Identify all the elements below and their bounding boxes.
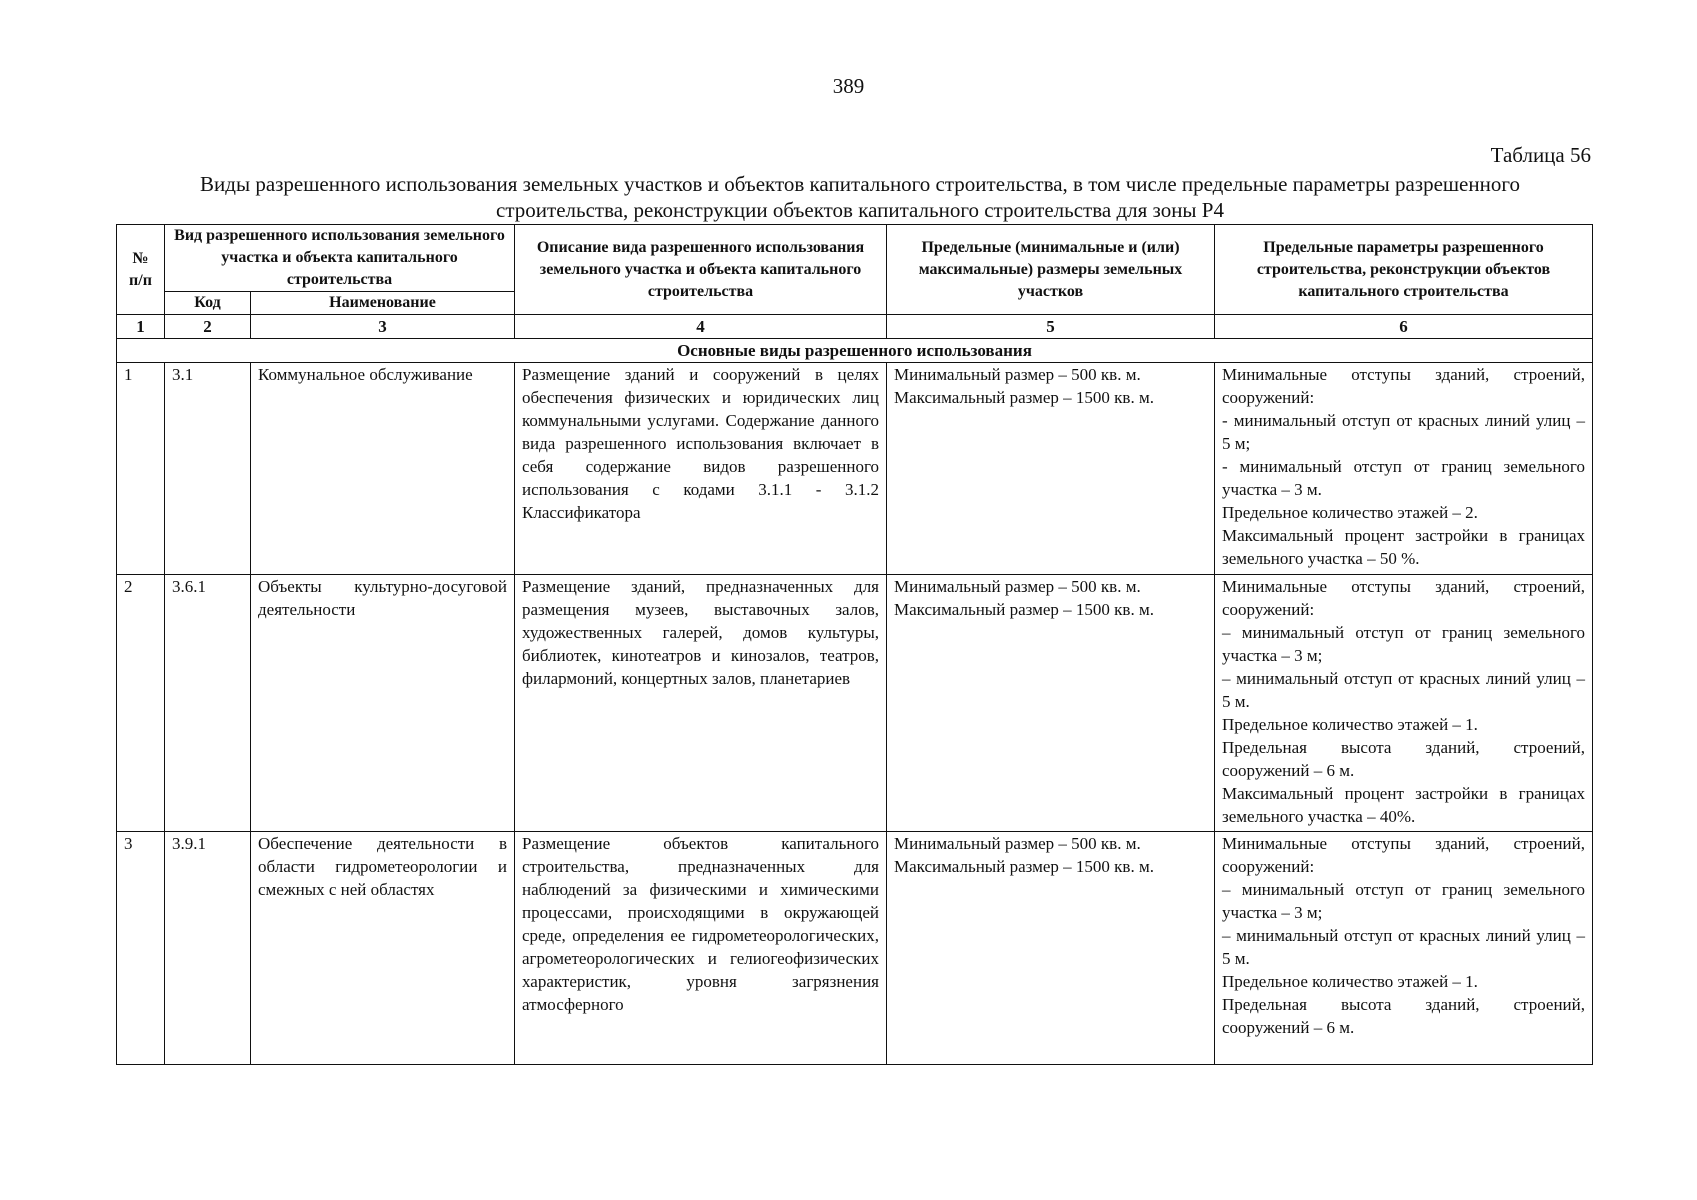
table-row [117, 832, 1593, 1065]
size-line: Максимальный размер – 1500 кв. м. [894, 857, 1154, 876]
header-code: Код [165, 292, 251, 315]
header-description: Описание вида разрешенного использования земельного участка и объекта капитального строительства [515, 225, 887, 315]
size-line: Минимальный размер – 500 кв. м. [894, 365, 1141, 384]
row-sizes [887, 575, 1215, 832]
param-line: – минимальный отступ от границ земельного участка – 3 м; [1222, 623, 1585, 665]
zoning-table [116, 224, 1593, 1065]
param-line: Предельная высота зданий, строений, сооружений – 6 м. [1222, 995, 1585, 1037]
row-num: 3 [117, 832, 165, 1065]
table-row [117, 363, 1593, 575]
param-line: – минимальный отступ от красных линий улиц – 5 м. [1222, 926, 1585, 968]
param-line: Максимальный процент застройки в границах земельного участка – 40%. [1222, 784, 1585, 826]
param-line: Предельное количество этажей – 2. [1222, 503, 1478, 522]
page-number: 389 [832, 74, 865, 98]
header-name: Наименование [251, 292, 515, 315]
row-code: 3.9.1 [165, 832, 251, 1065]
param-line: Максимальный процент застройки в границах земельного участка – 50 %. [1222, 526, 1585, 568]
row-sizes [887, 832, 1215, 1065]
param-line: Минимальные отступы зданий, строений, сооружений: [1222, 577, 1585, 619]
row-description: Размещение зданий и сооружений в целях обеспечения физических и юридических лиц коммунальными услугами. Содержание данного вида разрешенного использования включает в себя содержание видов разрешенного использования с кодами 3.1.1 - 3.1.2 Классификатора [515, 363, 887, 575]
size-line: Минимальный размер – 500 кв. м. [894, 577, 1141, 596]
header-sizes: Предельные (минимальные и (или) максимальные) размеры земельных участков [887, 225, 1215, 315]
row-num: 2 [117, 575, 165, 832]
row-params [1215, 832, 1593, 1065]
param-line: – минимальный отступ от границ земельного участка – 3 м; [1222, 880, 1585, 922]
param-line: Минимальные отступы зданий, строений, сооружений: [1222, 365, 1585, 407]
size-line: Максимальный размер – 1500 кв. м. [894, 388, 1154, 407]
param-line: Предельное количество этажей – 1. [1222, 972, 1478, 991]
column-number: 2 [165, 315, 251, 339]
param-line: Минимальные отступы зданий, строений, сооружений: [1222, 834, 1585, 876]
header-row [117, 225, 1593, 292]
param-line: Предельное количество этажей – 1. [1222, 715, 1478, 734]
param-line: – минимальный отступ от красных линий улиц – 5 м. [1222, 669, 1585, 711]
document-title: Виды разрешенного использования земельных участков и объектов капитального строительства, в том числе предельные параметры разрешенного строительства, реконструкции объектов капитального строительства для зоны Р4 [200, 172, 1520, 222]
param-line: - минимальный отступ от красных линий улиц – 5 м; [1222, 411, 1585, 453]
table-label: Таблица 56 [1490, 143, 1591, 167]
column-number: 3 [251, 315, 515, 339]
row-name: Обеспечение деятельности в области гидрометеорологии и смежных с ней областях [251, 832, 515, 1065]
column-numbers-row [117, 315, 1593, 339]
row-description: Размещение объектов капитального строительства, предназначенных для наблюдений за физическими и химическими процессами, происходящими в окружающей среде, определения ее гидрометеорологических, агрометеорологических и гелиогеофизических характеристик, уровня загрязнения атмосферного [515, 832, 887, 1065]
column-number: 5 [887, 315, 1215, 339]
column-number: 4 [515, 315, 887, 339]
row-params [1215, 575, 1593, 832]
row-sizes [887, 363, 1215, 575]
header-params: Предельные параметры разрешенного строительства, реконструкции объектов капитального строительства [1215, 225, 1593, 315]
size-line: Максимальный размер – 1500 кв. м. [894, 600, 1154, 619]
row-code: 3.6.1 [165, 575, 251, 832]
section-row [117, 339, 1593, 363]
row-code: 3.1 [165, 363, 251, 575]
row-params [1215, 363, 1593, 575]
column-number: 1 [117, 315, 165, 339]
row-description: Размещение зданий, предназначенных для размещения музеев, выставочных залов, художественных галерей, домов культуры, библиотек, кинотеатров и кинозалов, театров, филармоний, концертных залов, планетариев [515, 575, 887, 832]
param-line: Предельная высота зданий, строений, сооружений – 6 м. [1222, 738, 1585, 780]
row-name: Коммунальное обслуживание [251, 363, 515, 575]
size-line: Минимальный размер – 500 кв. м. [894, 834, 1141, 853]
column-number: 6 [1215, 315, 1593, 339]
header-num: № п/п [117, 225, 165, 315]
section-title: Основные виды разрешенного использования [117, 339, 1593, 363]
header-type-group: Вид разрешенного использования земельного участка и объекта капитального строительства [165, 225, 515, 292]
table-row [117, 575, 1593, 832]
row-num: 1 [117, 363, 165, 575]
row-name: Объекты культурно-досуговой деятельности [251, 575, 515, 832]
param-line: - минимальный отступ от границ земельного участка – 3 м. [1222, 457, 1585, 499]
